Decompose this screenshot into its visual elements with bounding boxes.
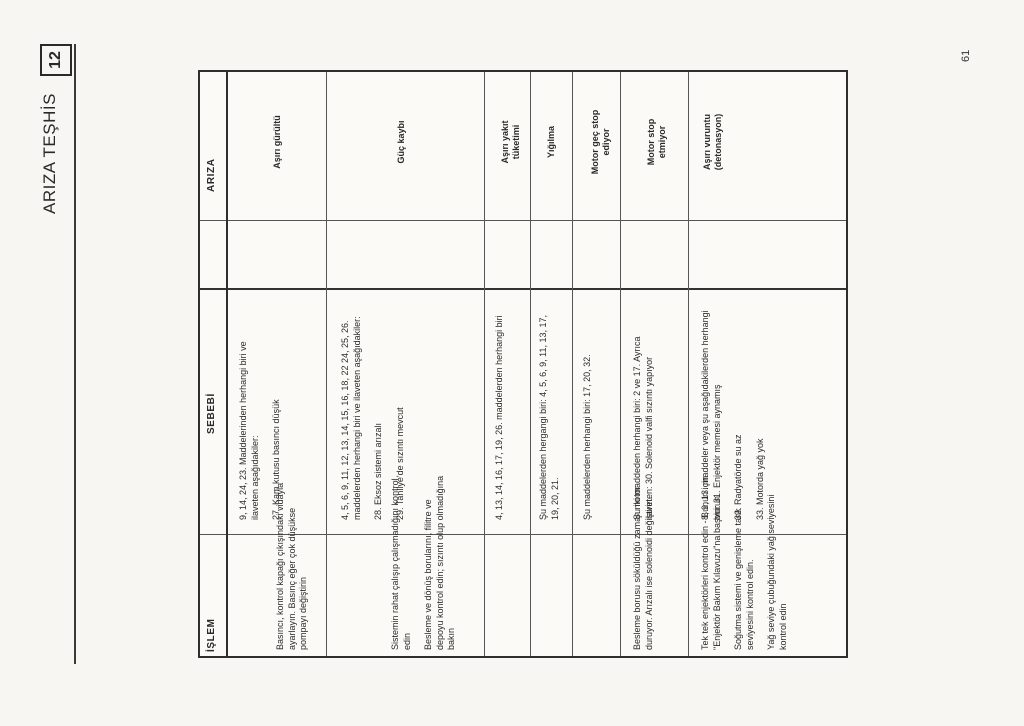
- row-divider: [688, 72, 689, 656]
- column-divider: [200, 220, 846, 221]
- cause-text: 27. Kam kutusu basıncı düşük: [271, 399, 281, 520]
- row-divider: [484, 72, 485, 656]
- fault-cell: Aşırı gürültü: [272, 115, 282, 169]
- chapter-title: ARIZA TEŞHİS: [40, 93, 59, 214]
- cause-text: 4, 13, 14, 16, 17, 19, 26. maddelerden herhangi biri: [494, 315, 504, 520]
- column-divider: [200, 288, 846, 290]
- fault-cell: Motor geç stop ediyor: [590, 109, 611, 175]
- action-text: Besleme borusu söküldüğü zaman motor duruyor. Arızalı ise solenoidi değiştirin.: [632, 486, 654, 650]
- action-text: Sistemin rahat çalışıp çalışmadığını kontrol edin: [390, 478, 412, 650]
- row-divider: [530, 72, 531, 656]
- row-divider: [572, 72, 573, 656]
- action-cell: [390, 472, 458, 650]
- cause-text: 32. Radyatörde su az: [733, 434, 743, 520]
- page-margin-rule: [74, 44, 76, 664]
- cause-cell: [582, 310, 594, 520]
- cause-cell: [494, 310, 506, 520]
- cause-text: 9, 14, 24, 23. Maddelerinden herhangi biri ve ilaveten aşağıdakiler:: [238, 341, 260, 520]
- action-cell: [700, 472, 789, 650]
- cause-text: 4, 5, 6, 9, 11, 12, 13, 14, 15, 16, 18, 22 24, 25, 26. maddelerden herhangi biri ve ilaveten aşağıdakiler:: [340, 316, 362, 520]
- action-text: Tek tek enjektörleri kontrol edin - Bunun için "Enjektör Bakım Kılavuzu"na başvurun: [700, 475, 722, 650]
- cause-text: 28. Eksoz sistemi arızalı: [373, 422, 383, 520]
- column-header-sebebi: SEBEBİ: [206, 393, 217, 434]
- chapter-number: 12: [46, 51, 64, 69]
- chapter-number-box: [40, 44, 72, 76]
- action-text: Basıncı, kontrol kapağı çıkışındaki vidayla ayarlayın. Basınç eğer çok düşükse pompayı değiştirin: [275, 482, 308, 650]
- header-divider: [226, 72, 228, 656]
- fault-cell: Aşırı yakıt tüketimi: [500, 120, 521, 164]
- row-divider: [326, 72, 327, 656]
- cause-text: Şu iki maddeden herhangi biri: 2 ve 17. Ayrıca ilaveten: 30. Solenoid valfi sızıntı yapıyor: [632, 336, 654, 520]
- page-number: 61: [960, 49, 972, 62]
- action-text: Yağ seviye çubuğundaki yağ seviyesini kontrol edin: [766, 494, 788, 650]
- cause-cell: [538, 310, 561, 520]
- cause-text: 8, 9, 13. maddeler veya şu aşağıdakilerden herhangi biri: 31. Enjektör memesi aynamış: [700, 310, 722, 520]
- cause-text: 33. Motorda yağ yok: [754, 438, 765, 520]
- cause-text: 29. Tahliye'de sızıntı mevcut: [394, 407, 405, 520]
- fault-cell: Aşırı vuruntu (detonasyon): [702, 113, 723, 171]
- action-text: Besleme ve dönüş borularını, filitre ve depoyu kontrol edin; sızıntı olup olmadığına bakın: [423, 475, 456, 650]
- fault-cell: Yığılma: [546, 126, 556, 159]
- action-cell: [275, 472, 310, 650]
- column-header-islem: İŞLEM: [206, 618, 217, 652]
- fault-cell: Güç kaybı: [396, 120, 406, 164]
- action-text: Soğutma sistemi ve genişleme tank seviyesini kontrol edin.: [733, 508, 755, 650]
- cause-text: Şu maddelerden herhangi biri: 17, 20, 32.: [582, 354, 592, 520]
- action-cell: [632, 472, 655, 650]
- cause-text: Şu maddelerden hergangi biri: 4, 5, 6, 9, 11, 13, 17, 19, 20, 21.: [538, 315, 560, 520]
- row-divider: [620, 72, 621, 656]
- column-header-ariza: ARIZA: [206, 158, 217, 192]
- fault-cell: Motor stop etmiyor: [646, 118, 667, 166]
- diagnosis-table: [198, 70, 848, 658]
